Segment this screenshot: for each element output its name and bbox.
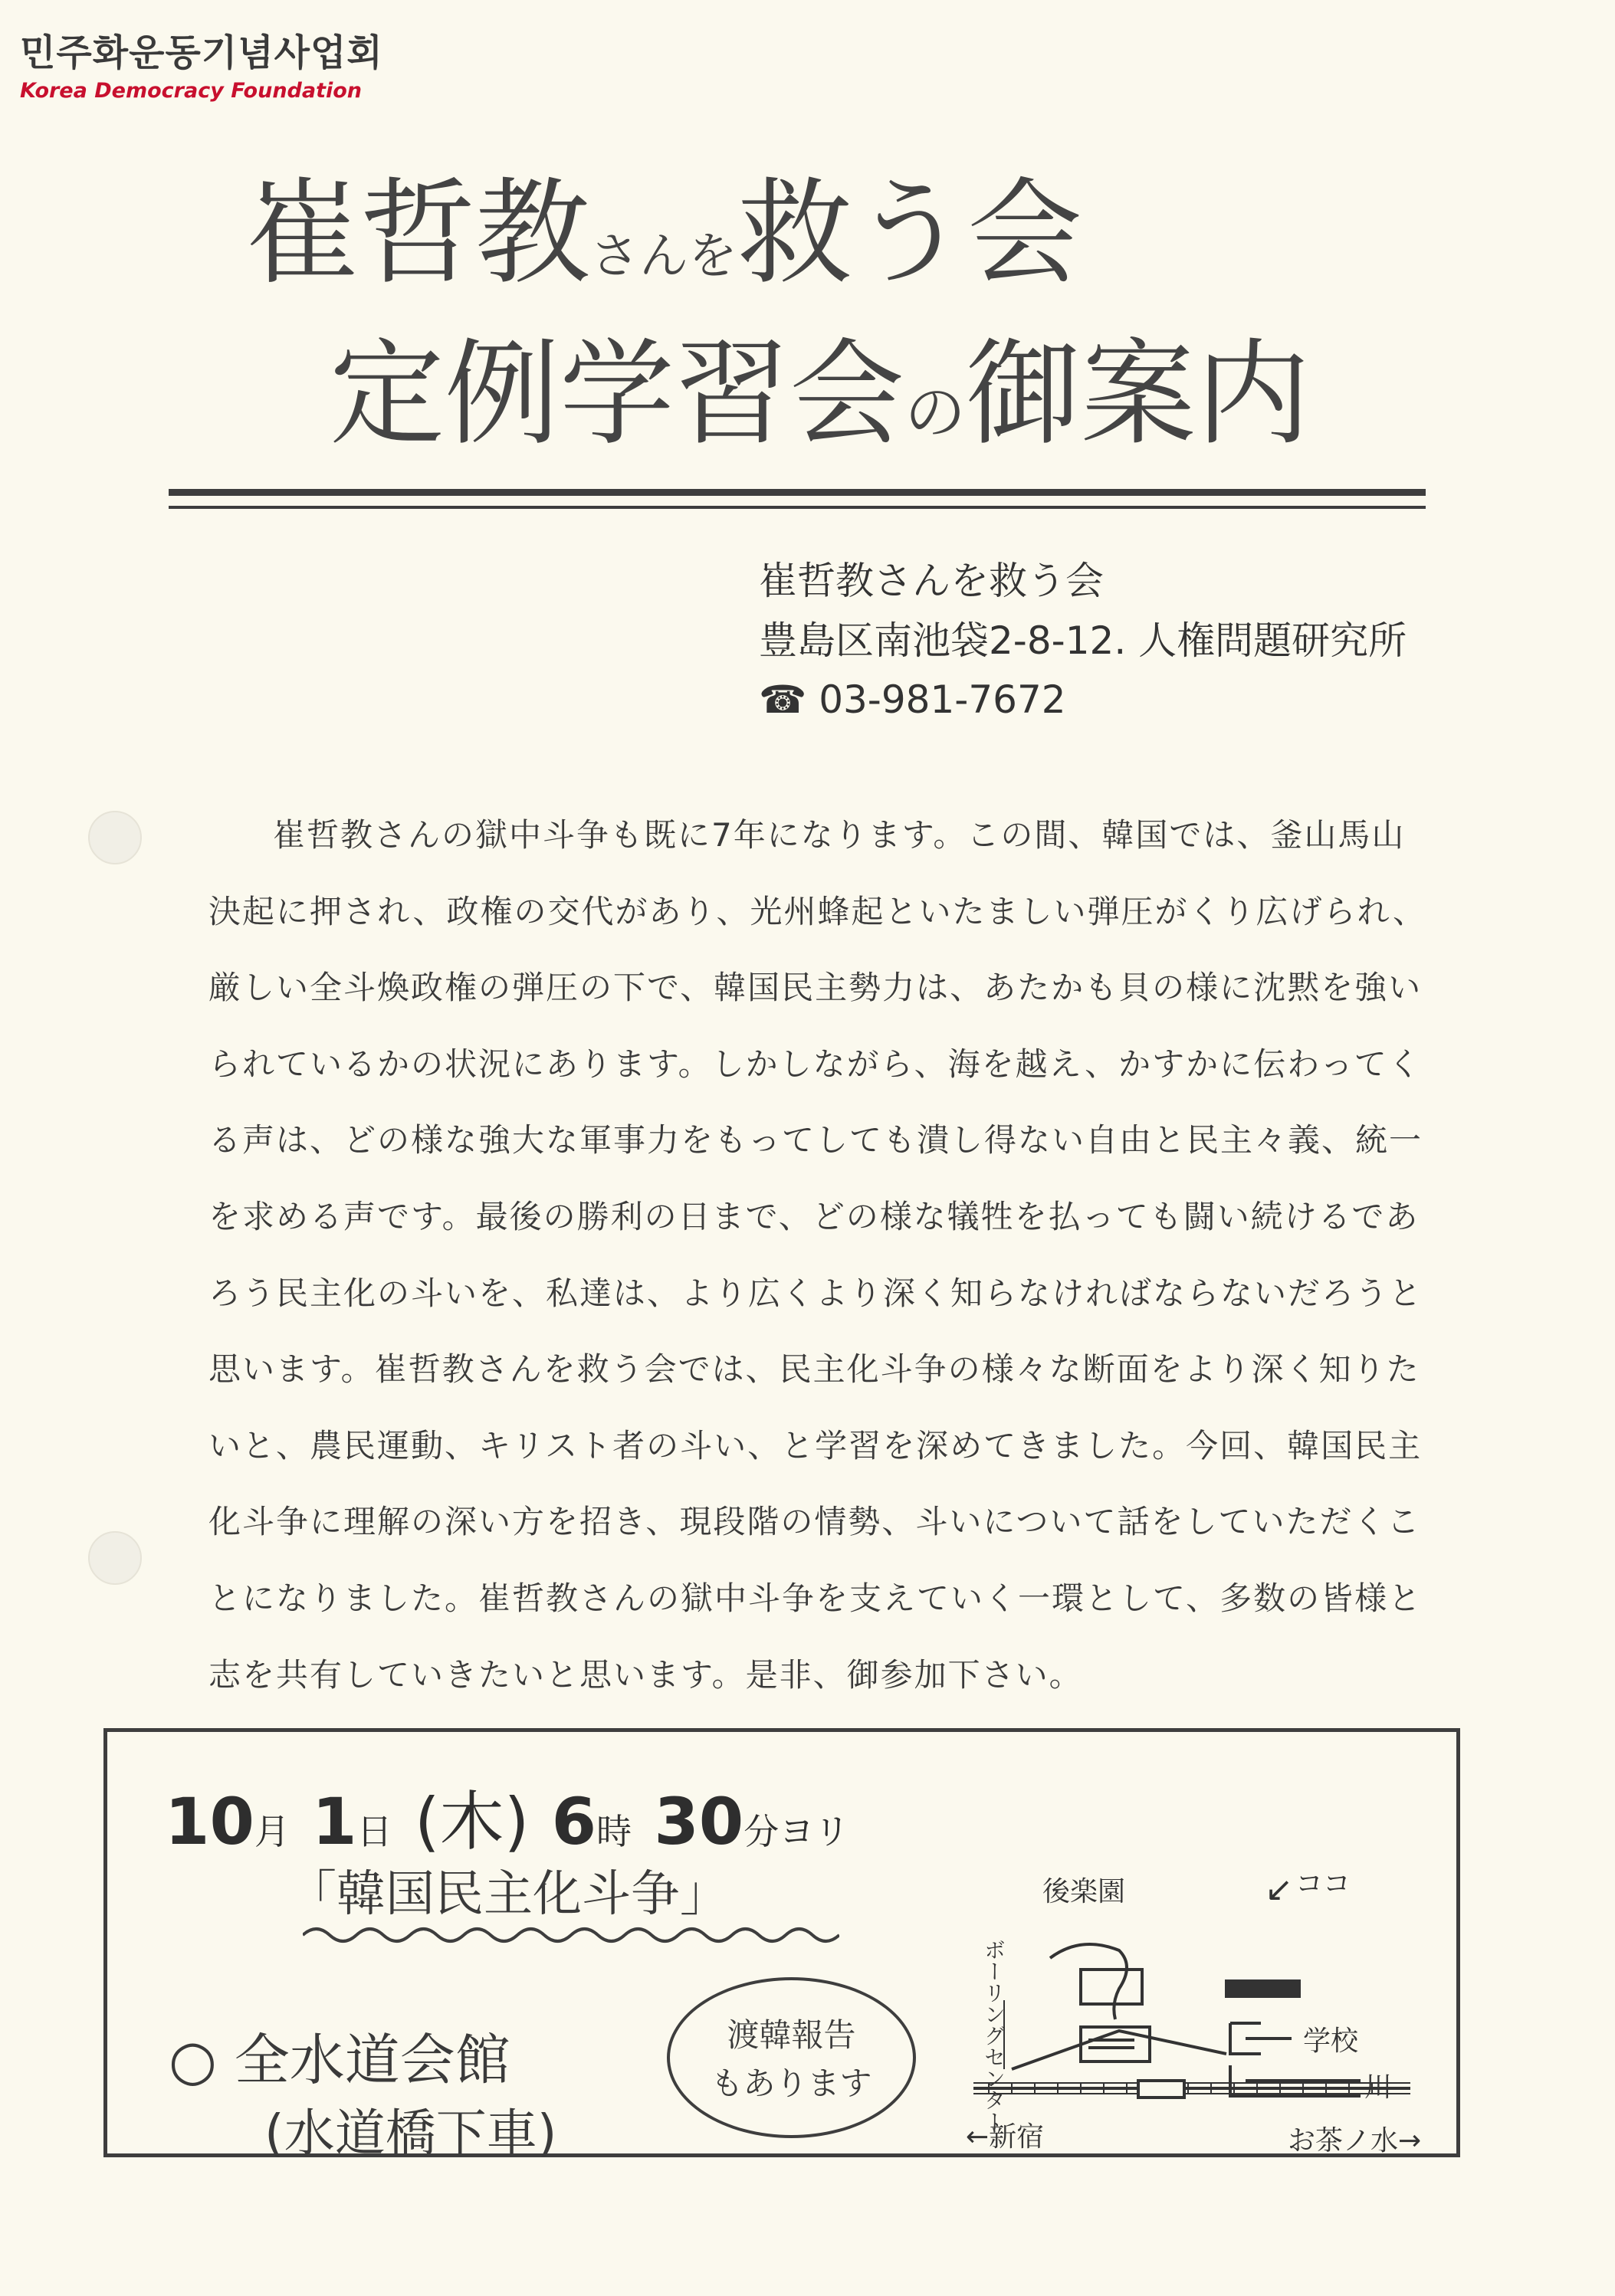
logo-korean: 민주화운동기념사업회 xyxy=(20,31,383,74)
map-label-school: 学校 xyxy=(1303,2025,1359,2057)
organizer-phone: 03-981-7672 xyxy=(819,677,1066,722)
venue-marker xyxy=(1226,1981,1299,1996)
report-bubble xyxy=(667,1977,916,2138)
map-label-park: 後楽園 xyxy=(1042,1876,1126,1907)
body-paragraph-block xyxy=(208,797,1427,1713)
event-hour-unit: 時 xyxy=(596,1811,632,1852)
map-label-here: ココ xyxy=(1295,1868,1351,1900)
title-guide: 御案内 xyxy=(966,328,1311,461)
river-mark xyxy=(1230,2065,1361,2096)
topic-wavy-underline xyxy=(303,1920,839,1950)
venue-bullet: ○ xyxy=(169,2028,217,2092)
park-outline xyxy=(1050,1944,1127,2019)
title-underline-thick xyxy=(169,489,1426,496)
title-particle: さんを xyxy=(590,228,738,285)
event-minute: 30 xyxy=(654,1784,744,1859)
event-hour: 6 xyxy=(551,1784,597,1859)
event-venue-line xyxy=(169,2016,510,2095)
title-no: の xyxy=(904,377,967,448)
report-line-1: 渡韓報告 xyxy=(727,2016,856,2054)
station-mark xyxy=(1138,2081,1184,2098)
event-day-unit: 日 xyxy=(356,1811,392,1852)
event-month: 10 xyxy=(165,1784,254,1859)
foundation-logo xyxy=(20,23,383,103)
map-arrow-here: ↙ xyxy=(1265,1870,1293,1909)
event-date xyxy=(165,1770,849,1863)
organizer-address: 豊島区南池袋2-8-12. 人権問題研究所 xyxy=(759,618,1407,663)
event-month-unit: 月 xyxy=(254,1811,290,1852)
event-access: (水道橋下車) xyxy=(264,2104,557,2163)
event-topic: 「韓国民主化斗争」 xyxy=(287,1866,729,1923)
event-day: 1 xyxy=(312,1784,357,1859)
title-line-1 xyxy=(245,167,1083,300)
organizer-phone-line xyxy=(759,671,1407,730)
event-weekday: (木) xyxy=(414,1784,530,1859)
map-label-shinjuku: ←新宿 xyxy=(966,2121,1045,2153)
title-name: 崔哲教 xyxy=(245,167,591,300)
event-venue: 全水道会館 xyxy=(234,2028,510,2092)
body-paragraph: 崔哲教さんの獄中斗争も既に7年になります。この間、韓国では、釜山馬山決起に押され、政権の交代があり、光州蜂起といたましい弾圧がくり広げられ、厳しい全斗煥政権の弾圧の下で、韓国民主勢力は、あたかも貝の様に沈黙を強いられているかの状況にあります。しかしながら、海を越え、かすかに伝わってくる声は、どの様な強大な軍事力をもってしても潰し得ない自由と民主々義、統一を求める声です。最後の勝利の日まで、どの様な犠牲を払っても闘い続けるであろう民主化の斗いを、私達は、より広くより深く知らなければならないだろうと思います。崔哲教さんを救う会では、民主化斗争の様々な断面をより深く知りたいと、農民運動、キリスト者の斗い、と学習を深めてきました。今回、韓国民主化斗争に理解の深い方を招き、現段階の情勢、斗いについて話をしていただくことになりました。崔哲教さんの獄中斗争を支えていく一環として、多数の皆様と志を共有していきたいと思います。是非、御参加下さい。 xyxy=(208,816,1427,1694)
access-map xyxy=(966,1868,1426,2157)
map-drawing xyxy=(966,1870,1426,2153)
title-line-2 xyxy=(330,328,1311,461)
punch-hole-top xyxy=(88,811,142,864)
map-label-ochanomizu: お茶ノ水→ xyxy=(1288,2125,1422,2157)
school-mark xyxy=(1230,2023,1292,2054)
map-building-1 xyxy=(1081,1970,1142,2004)
map-label-bowling: ボーリングセンター xyxy=(981,1939,1006,2132)
title-study-meeting: 定例学習会 xyxy=(330,328,905,461)
organizer-name: 崔哲教さんを救う会 xyxy=(759,559,1104,603)
organizer-block xyxy=(759,552,1407,730)
title-save: 救う会 xyxy=(737,167,1083,300)
map-label-river: 川 xyxy=(1364,2071,1393,2103)
punch-hole-bottom xyxy=(88,1531,142,1585)
title-underline-thin xyxy=(169,506,1426,509)
event-minute-unit: 分ヨリ xyxy=(743,1811,850,1852)
report-line-2: もあります xyxy=(711,2065,872,2102)
phone-icon: ☎ xyxy=(759,677,807,722)
logo-english: Korea Democracy Foundation xyxy=(20,79,363,103)
